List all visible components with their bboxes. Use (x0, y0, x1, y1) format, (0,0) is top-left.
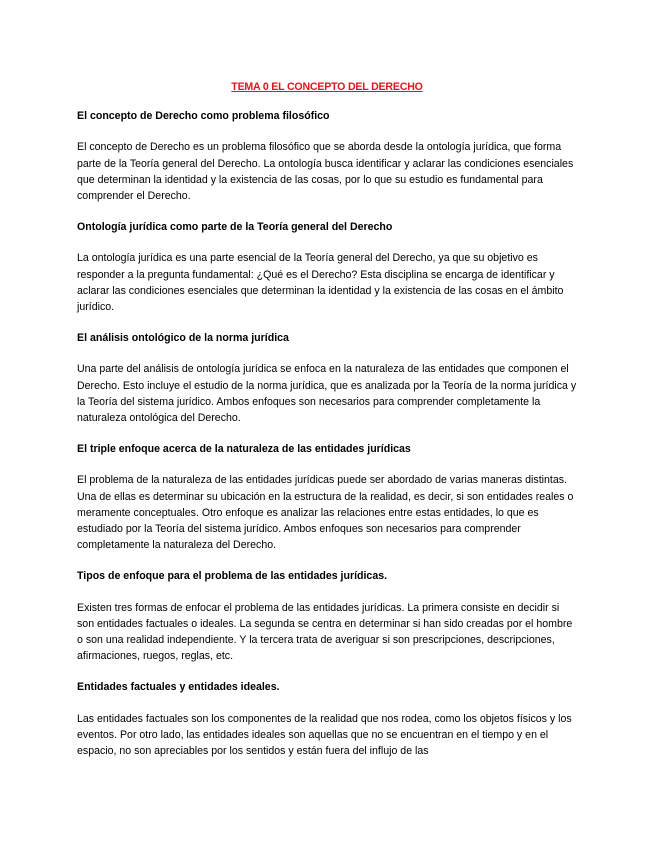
section-paragraph-entidades: Las entidades factuales son los componentes de la realidad que nos rodea, como los objetos físicos y los eventos. Por otro lado, las entidades ideales son aquellas que no se encuentran en el tiempo y en el espacio, no son apreciables por los sentidos y están fuera del influjo de las (77, 712, 572, 758)
section-heading-ontologia: Ontología jurídica como parte de la Teoría general del Derecho (77, 221, 393, 234)
document-body (77, 79, 577, 759)
section-heading-entidades: Entidades factuales y entidades ideales. (77, 681, 280, 694)
section-heading-concepto: El concepto de Derecho como problema filosófico (77, 110, 330, 123)
section-heading-triple-enfoque: El triple enfoque acerca de la naturaleza de las entidades jurídicas (77, 443, 411, 456)
section-paragraph-ontologia: La ontología jurídica es una parte esencial de la Teoría general del Derecho, ya que su objetivo es responder a la pregunta fundamental: ¿Qué es el Derecho? Esta disciplina se encarga de identificar y aclarar las condiciones esenciales que determinan la identidad y la existencia de las cosas en el ámbito jurídico. (77, 252, 564, 314)
section-heading-analisis-norma: El análisis ontológico de la norma jurídica (77, 332, 289, 345)
section-paragraph-concepto: El concepto de Derecho es un problema filosófico que se aborda desde la ontología jurídica, que forma parte de la Teoría general del Derecho. La ontología busca identificar y aclarar las condiciones esenciales que determinan la identidad y la existencia de las cosas, por lo que su estudio es fundamental para comprender el Derecho. (77, 141, 574, 203)
section-heading-tipos-enfoque: Tipos de enfoque para el problema de las entidades jurídicas. (77, 570, 388, 583)
section-paragraph-analisis-norma: Una parte del análisis de ontología jurídica se enfoca en la naturaleza de las entidades que componen el Derecho. Esto incluye el estudio de la norma jurídica, que es analizada por la Teoría de la norma jurídica y la Teoría del sistema jurídico. Ambos enfoques son necesarios para comprender completamente la naturaleza ontológica del Derecho. (77, 363, 577, 425)
section-paragraph-triple-enfoque: El problema de la naturaleza de las entidades jurídicas puede ser abordado de varias maneras distintas. Una de ellas es determinar su ubicación en la estructura de la realidad, es decir, si son entidades reales o meramente conceptuales. Otro enfoque es analizar las relaciones entre estas entidades, lo que es estudiado por la Teoría del sistema jurídico. Ambos enfoques son necesarios para comprender completamente la naturaleza del Derecho. (77, 474, 574, 552)
section-paragraph-tipos-enfoque: Existen tres formas de enfocar el problema de las entidades jurídicas. La primera consiste en decidir si son entidades factuales o ideales. La segunda se centra en determinar si han sido creadas por el hombre o son una realidad independiente. Y la tercera trata de averiguar si son prescripciones, descripciones, afirmaciones, ruegos, reglas, etc. (77, 601, 573, 663)
document-title: TEMA 0 EL CONCEPTO DEL DERECHO (231, 81, 423, 93)
